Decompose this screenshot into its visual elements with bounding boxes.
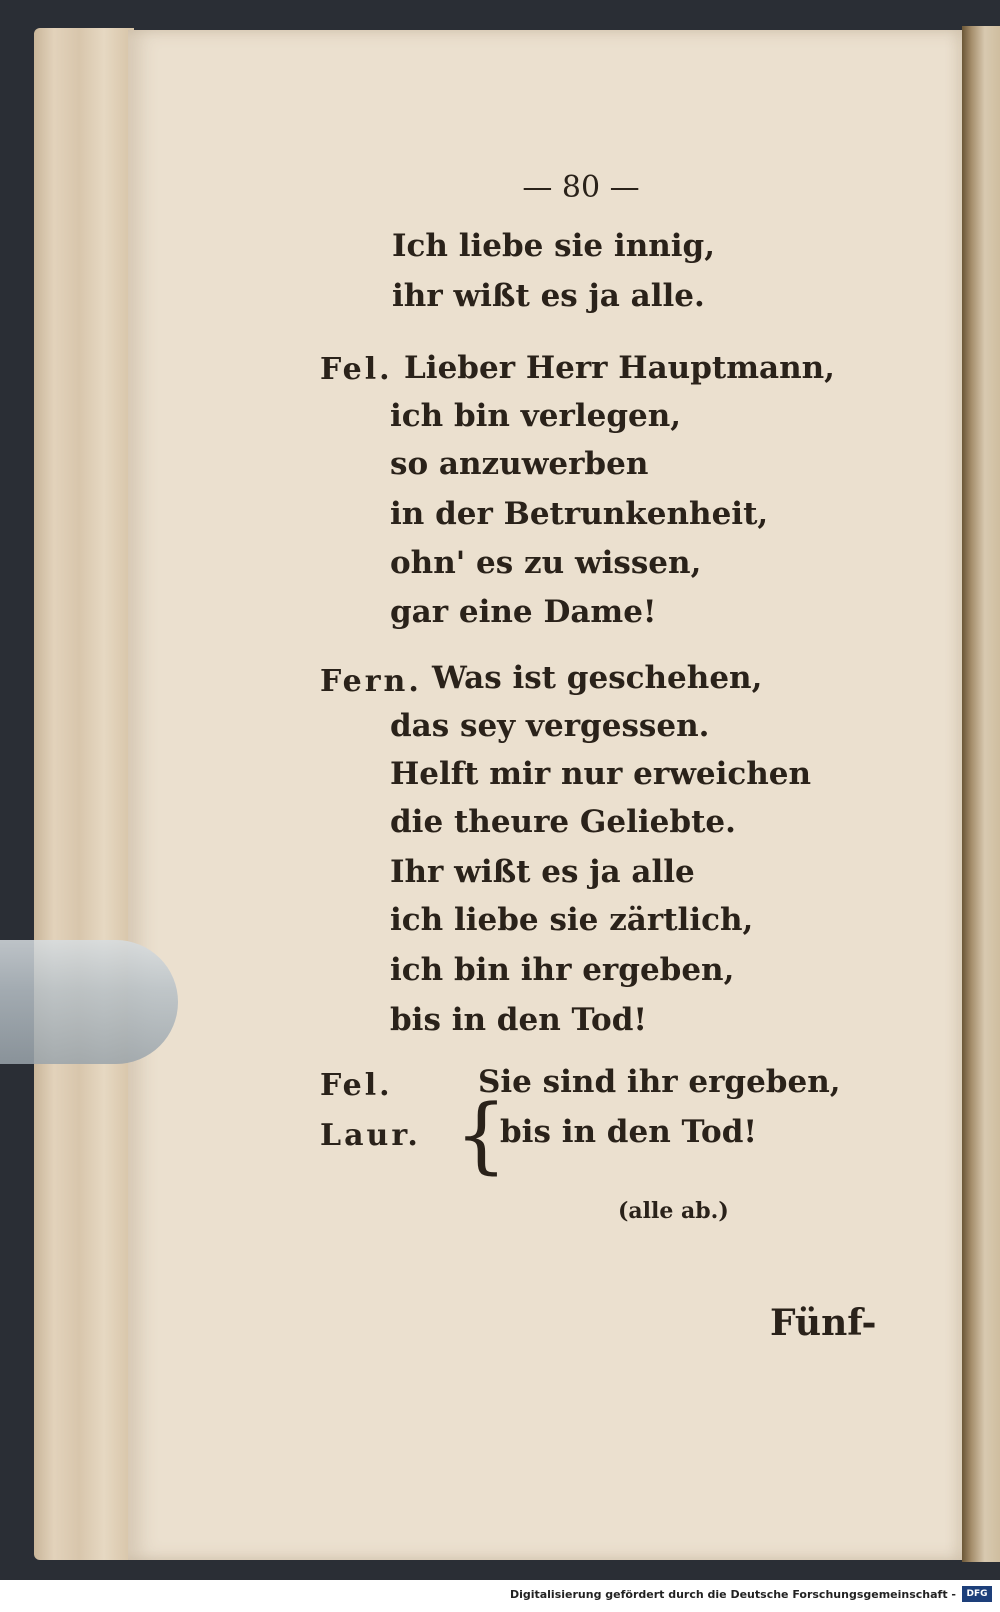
speaker-label: Laur. — [320, 1118, 421, 1153]
speaker-label: Fern. — [320, 664, 422, 699]
brace-mark: { — [455, 1088, 508, 1183]
stage-direction: (alle ab.) — [618, 1198, 729, 1224]
text-line: ich bin ihr ergeben, — [390, 952, 735, 988]
text-line: ich liebe sie zärtlich, — [390, 902, 754, 938]
text-line: bis in den Tod! — [500, 1114, 758, 1150]
text-line: ihr wißt es ja alle. — [392, 278, 705, 314]
speaker-label: Fel. — [320, 352, 393, 387]
page-number: — 80 — — [522, 170, 640, 205]
text-line: Sie sind ihr ergeben, — [478, 1064, 841, 1100]
text-line: Ihr wißt es ja alle — [390, 854, 695, 890]
footer-bar — [0, 1580, 1000, 1612]
text-line: Was ist geschehen, — [432, 660, 763, 696]
text-line: ohn' es zu wissen, — [390, 545, 702, 581]
text-line: ich bin verlegen, — [390, 398, 682, 434]
text-line: in der Betrunkenheit, — [390, 496, 769, 532]
text-line: Helft mir nur erweichen — [390, 756, 812, 792]
text-line: bis in den Tod! — [390, 1002, 648, 1038]
catchword: Fünf- — [770, 1302, 877, 1344]
text-line: das sey vergessen. — [390, 708, 710, 744]
text-line: Lieber Herr Hauptmann, — [404, 350, 835, 386]
text-line: die theure Geliebte. — [390, 804, 736, 840]
text-line: gar eine Dame! — [390, 594, 657, 630]
footer-credit: Digitalisierung gefördert durch die Deutsche Forschungsgemeinschaft - — [509, 1588, 956, 1601]
text-line: Ich liebe sie innig, — [392, 228, 716, 264]
speaker-label: Fel. — [320, 1068, 393, 1103]
text-line: so anzuwerben — [390, 446, 649, 482]
dfg-logo: DFG — [962, 1586, 992, 1602]
